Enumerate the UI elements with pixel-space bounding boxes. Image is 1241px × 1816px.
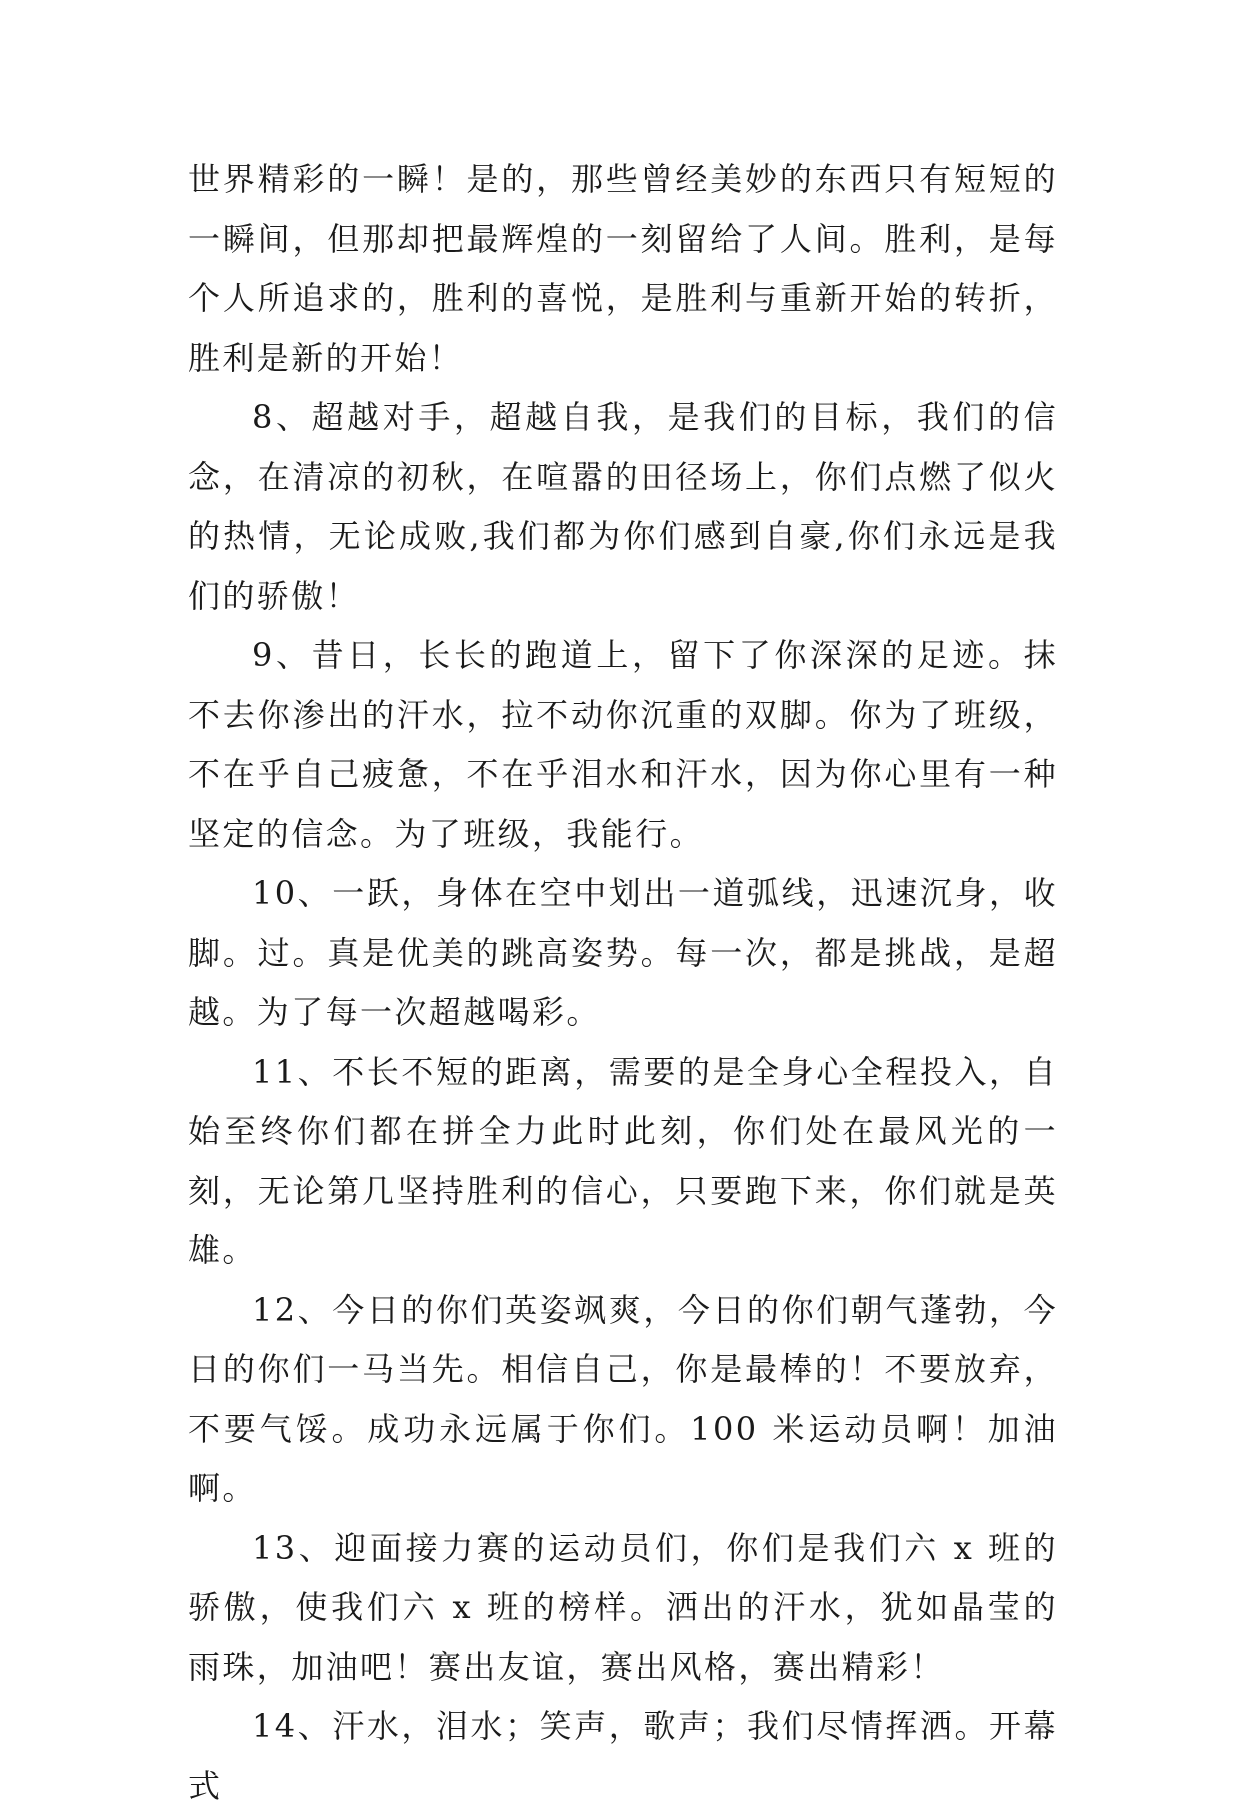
paragraph: 14、汗水，泪水；笑声，歌声；我们尽情挥洒。开幕式 xyxy=(188,1707,1058,1805)
paragraph: 13、迎面接力赛的运动员们，你们是我们六 x 班的骄傲，使我们六 x 班的榜样。洒出的汗水，犹如晶莹的雨珠，加油吧！赛出友谊，赛出风格，赛出精彩！ xyxy=(188,1528,1058,1686)
paragraph: 9、昔日，长长的跑道上，留下了你深深的足迹。抹不去你渗出的汗水，拉不动你沉重的双脚。你为了班级，不在乎自己疲惫，不在乎泪水和汗水，因为你心里有一种坚定的信念。为了班级，我能行。 xyxy=(188,636,1058,853)
paragraph: 11、不长不短的距离，需要的是全身心全程投入，自始至终你们都在拼全力此时此刻，你们处在最风光的一刻，无论第几坚持胜利的信心，只要跑下来，你们就是英雄。 xyxy=(188,1052,1058,1269)
paragraph: 世界精彩的一瞬！是的，那些曾经美妙的东西只有短短的一瞬间，但那却把最辉煌的一刻留给了人间。胜利，是每个人所追求的，胜利的喜悦，是胜利与重新开始的转折，胜利是新的开始！ xyxy=(188,160,1058,377)
paragraph: 12、今日的你们英姿飒爽，今日的你们朝气蓬勃，今日的你们一马当先。相信自己，你是最棒的！不要放弃，不要气馁。成功永远属于你们。100 米运动员啊！加油啊。 xyxy=(188,1290,1058,1507)
paragraph: 10、一跃，身体在空中划出一道弧线，迅速沉身，收脚。过。真是优美的跳高姿势。每一次，都是挑战，是超越。为了每一次超越喝彩。 xyxy=(188,874,1058,1031)
document-body xyxy=(188,150,1058,1816)
paragraph: 8、超越对手，超越自我，是我们的目标，我们的信念，在清凉的初秋，在喧嚣的田径场上，你们点燃了似火的热情，无论成败,我们都为你们感到自豪,你们永远是我们的骄傲！ xyxy=(188,398,1058,615)
